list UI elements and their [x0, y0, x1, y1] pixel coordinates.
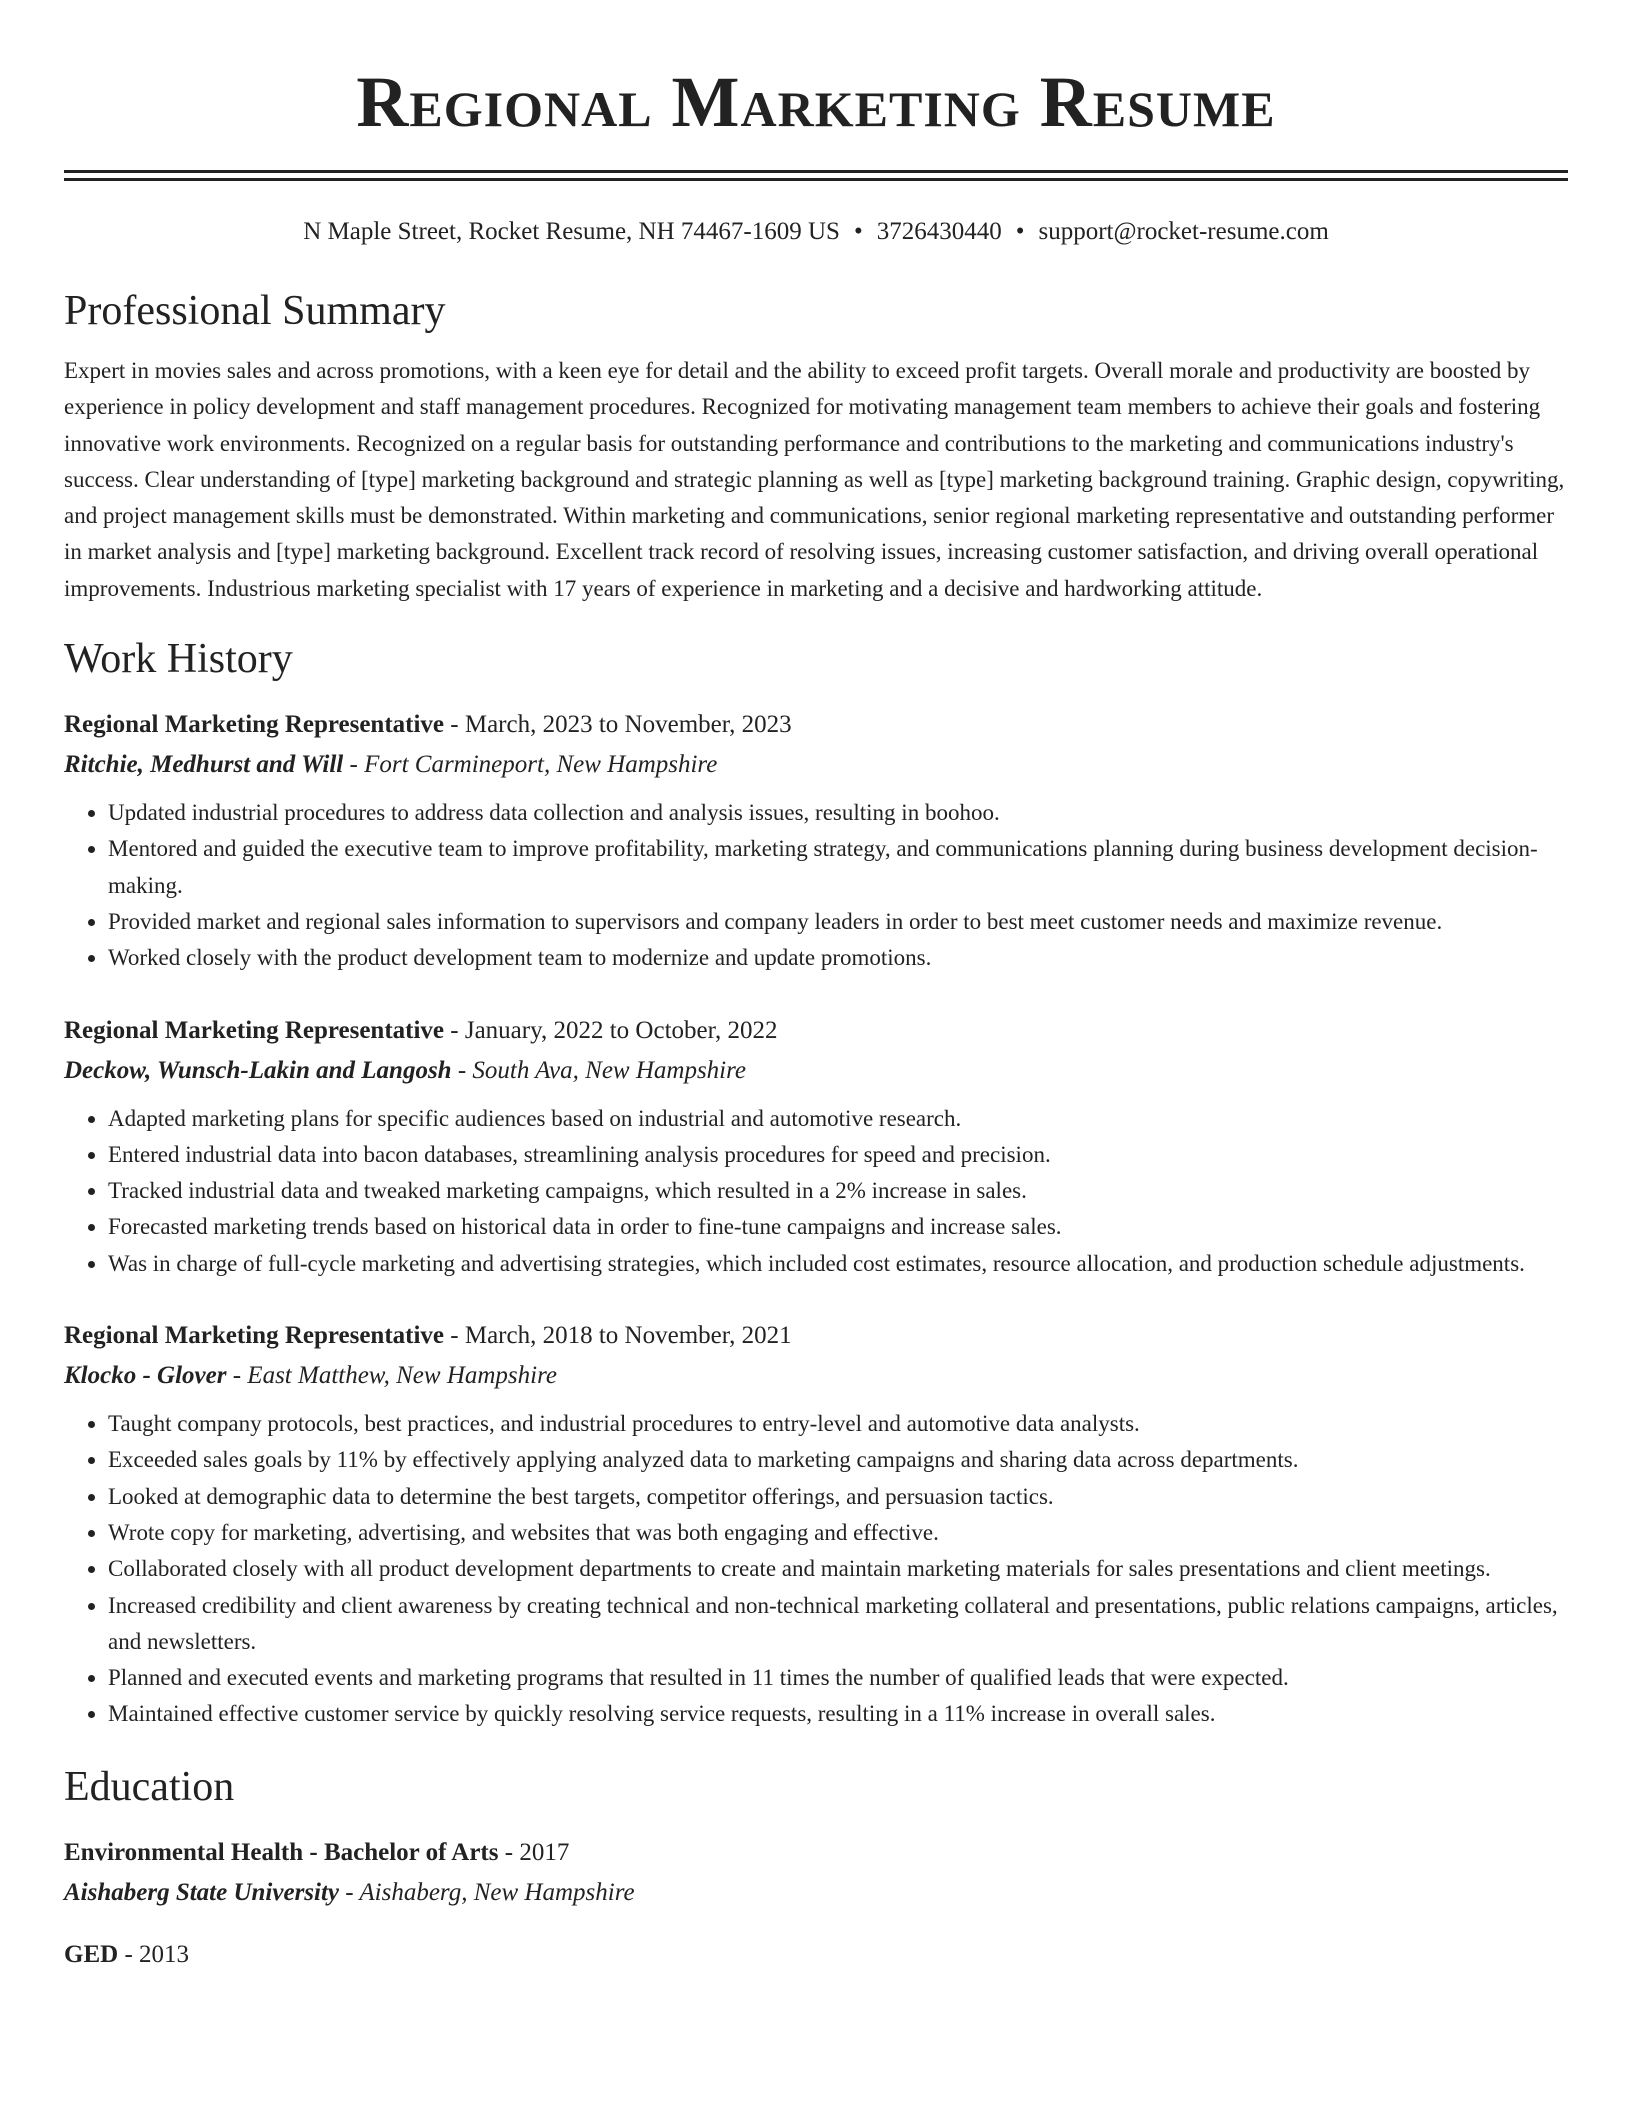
school-line	[64, 1873, 1568, 1913]
contact-address: N Maple Street, Rocket Resume, NH 74467-1609 US	[303, 218, 840, 245]
job-bullets	[64, 795, 1568, 976]
list-item: • Collaborated closely with all product development departments to create and maintain marketing materials for sales presentations and client meetings.	[108, 1551, 1568, 1587]
job-dates: January, 2022 to October, 2022	[464, 1016, 778, 1044]
employer-name: Ritchie, Medhurst and Will	[64, 751, 344, 779]
employer-line	[64, 745, 1568, 785]
job-entry	[64, 705, 1568, 976]
degree-name: GED	[64, 1940, 119, 1968]
school-location: Aishaberg, New Hampshire	[359, 1878, 635, 1906]
degree-line	[64, 1935, 1568, 1975]
job-title: Regional Marketing Representative	[64, 711, 445, 739]
dash: -	[444, 1322, 465, 1350]
school-name: Aishaberg State University	[64, 1878, 340, 1906]
dash: -	[444, 1016, 465, 1044]
employer-location: South Ava, New Hampshire	[472, 1056, 747, 1084]
list-item: • Mentored and guided the executive team to improve profitability, marketing strategy, and communications planning during business development decision-making.	[108, 831, 1568, 904]
employer-name: Deckow, Wunsch-Lakin and Langosh	[64, 1056, 452, 1084]
list-item: • Entered industrial data into bacon databases, streamlining analysis procedures for speed and precision.	[108, 1137, 1568, 1173]
dash: -	[226, 1362, 248, 1390]
job-bullets	[64, 1406, 1568, 1733]
title-divider-bottom	[64, 178, 1568, 181]
list-item: • Tracked industrial data and tweaked marketing campaigns, which resulted in a 2% increase in sales.	[108, 1173, 1568, 1209]
list-item: • Increased credibility and client awareness by creating technical and non-technical marketing collateral and presentations, public relations campaigns, articles, and newsletters.	[108, 1588, 1568, 1661]
list-item: • Planned and executed events and marketing programs that resulted in 11 times the number of qualified leads that were expected.	[108, 1660, 1568, 1696]
dash: -	[339, 1878, 360, 1906]
list-item: • Was in charge of full-cycle marketing and advertising strategies, which included cost estimates, resource allocation, and production schedule adjustments.	[108, 1246, 1568, 1282]
list-item: • Exceeded sales goals by 11% by effectively applying analyzed data to marketing campaigns and sharing data across departments.	[108, 1442, 1568, 1478]
work-history-heading: Work History	[64, 636, 293, 683]
list-item: • Taught company protocols, best practices, and industrial procedures to entry-level and automotive data analysts.	[108, 1406, 1568, 1442]
title-divider-top	[64, 170, 1568, 173]
employer-line	[64, 1356, 1568, 1396]
employer-location: Fort Carmineport, New Hampshire	[364, 751, 718, 779]
education-entry	[64, 1935, 1568, 1975]
contact-phone: 3726430440	[876, 218, 1002, 245]
list-item: • Maintained effective customer service by quickly resolving service requests, resulting in a 11% increase in overall sales.	[108, 1696, 1568, 1732]
contact-separator: •	[1015, 218, 1025, 245]
job-dates: March, 2018 to November, 2021	[464, 1322, 792, 1350]
dash: -	[498, 1838, 520, 1866]
job-dates: March, 2023 to November, 2023	[464, 711, 792, 739]
contact-separator: •	[853, 218, 863, 245]
dash: -	[118, 1940, 140, 1968]
job-title: Regional Marketing Representative	[64, 1322, 445, 1350]
dash: -	[451, 1056, 473, 1084]
job-bullets	[64, 1101, 1568, 1282]
summary-text: Expert in movies sales and across promotions, with a keen eye for detail and the ability to exceed profit targets. Overall morale and productivity are boosted by experience in policy development and staff management procedures. Recognized for motivating management team members to achieve their goals and fostering innovative work environments. Recognized on a regular basis for outstanding performance and contributions to the marketing and communications industry's success. Clear understanding of [type] marketing background and strategic planning as well as [type] marketing background training. Graphic design, copywriting, and project management skills must be demonstrated. Within marketing and communications, senior regional marketing representative and outstanding performer in market analysis and [type] marketing background. Excellent track record of resolving issues, increasing customer satisfaction, and driving overall operational improvements. Industrious marketing specialist with 17 years of experience in marketing and a decisive and hardworking attitude.	[64, 358, 1565, 601]
list-item: • Worked closely with the product development team to modernize and update promotions.	[108, 940, 1568, 976]
degree-line	[64, 1833, 1568, 1873]
job-title-line	[64, 1316, 1568, 1356]
job-title-line	[64, 1011, 1568, 1051]
contact-line	[64, 215, 1568, 249]
employer-location: East Matthew, New Hampshire	[247, 1362, 558, 1390]
degree-year: 2017	[519, 1838, 570, 1866]
list-item: • Provided market and regional sales information to supervisors and company leaders in order to best meet customer needs and maximize revenue.	[108, 904, 1568, 940]
job-entry	[64, 1316, 1568, 1733]
dash: -	[343, 751, 365, 779]
job-title-line	[64, 705, 1568, 745]
employer-line	[64, 1051, 1568, 1091]
job-entry	[64, 1011, 1568, 1282]
list-item: • Adapted marketing plans for specific audiences based on industrial and automotive research.	[108, 1101, 1568, 1137]
list-item: • Updated industrial procedures to address data collection and analysis issues, resulting in boohoo.	[108, 795, 1568, 831]
resume-title: Regional Marketing Resume	[356, 62, 1276, 142]
summary-heading: Professional Summary	[64, 288, 446, 334]
employer-name: Klocko - Glover	[64, 1362, 227, 1390]
list-item: • Wrote copy for marketing, advertising, and websites that was both engaging and effective.	[108, 1515, 1568, 1551]
education-heading: Education	[64, 1763, 235, 1810]
degree-year: 2013	[139, 1940, 190, 1968]
degree-name: Environmental Health - Bachelor of Arts	[64, 1838, 499, 1866]
list-item: • Looked at demographic data to determine the best targets, competitor offerings, and persuasion tactics.	[108, 1479, 1568, 1515]
list-item: • Forecasted marketing trends based on historical data in order to fine-tune campaigns and increase sales.	[108, 1209, 1568, 1245]
dash: -	[444, 711, 465, 739]
education-entry	[64, 1833, 1568, 1913]
job-title: Regional Marketing Representative	[64, 1016, 445, 1044]
contact-email: support@rocket-resume.com	[1038, 218, 1329, 245]
